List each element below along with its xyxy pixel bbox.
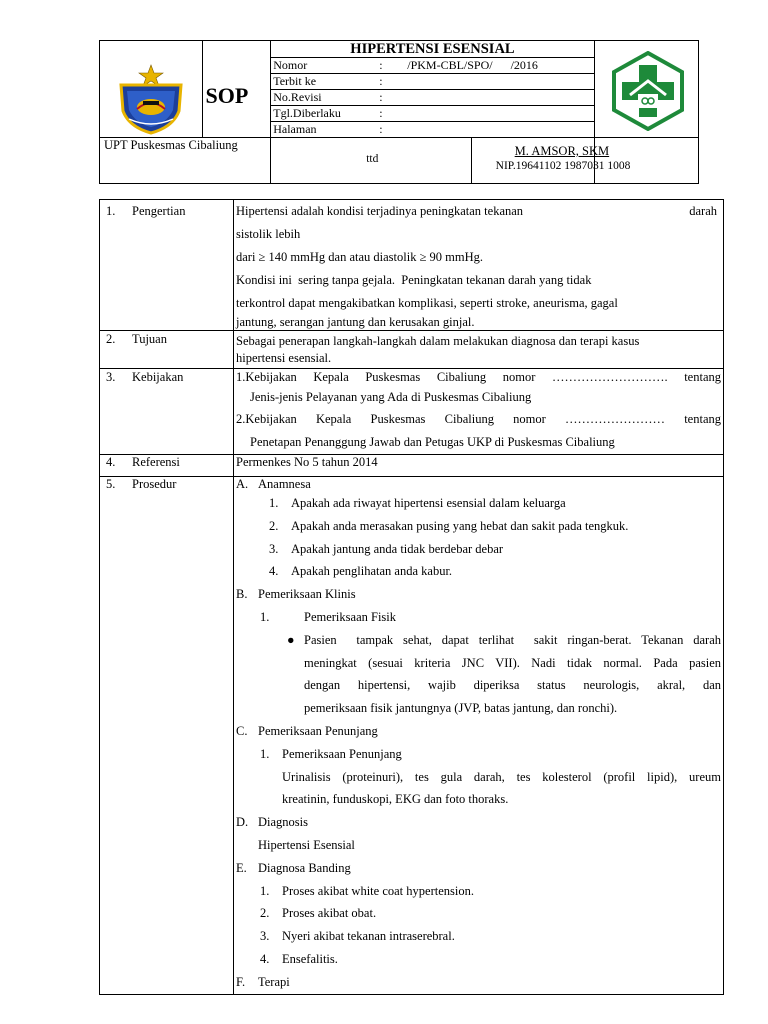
section-label-cell — [100, 331, 234, 369]
section-row-referensi — [100, 455, 724, 477]
content-line: terkontrol dapat mengakibatkan komplikasi, seperti stroke, aneurisma, gagal — [236, 296, 618, 310]
content-line: dari ≥ 140 mmHg dan atau diastolik ≥ 90 mmHg. — [236, 250, 484, 264]
content-line: Kondisi ini sering tanpa gejala. Peningkatan tekanan darah yang tidak — [236, 273, 592, 287]
paragraph-line: Urinalisis (proteinuri), tes gula darah, tes kolesterol (profil lipid), ureum — [282, 769, 721, 784]
document-title: HIPERTENSI ESENSIAL — [271, 41, 593, 58]
list-item — [236, 515, 721, 538]
list-text: Proses akibat white coat hypertension. — [282, 883, 474, 898]
content-text: darah — [689, 204, 717, 218]
list-text: Apakah ada riwayat hipertensi esensial dalam keluarga — [291, 496, 566, 510]
content-line: 2.Kebijakan Kepala Puskesmas Cibaliung nomor …………………… tentang — [236, 412, 721, 426]
list-number: 3. — [260, 929, 270, 944]
org-name: UPT Puskesmas Cibaliung — [104, 138, 238, 152]
subsection-letter: D. — [236, 815, 249, 830]
list-text: Pemeriksaan Penunjang — [282, 746, 402, 761]
subsection-letter: B. — [236, 587, 248, 602]
section-number: 2. — [106, 332, 116, 346]
bullet-line: Pasien tampak sehat, dapat terlihat sakit ringan-berat. Tekanan darah — [304, 632, 721, 647]
bullet-line: pemeriksaan fisik jantungnya (JVP, batas jantung, dan ronchi). — [304, 701, 618, 716]
list-text: Apakah penglihatan anda kabur. — [291, 564, 453, 579]
content-line: sistolik lebih — [236, 227, 301, 241]
subsection-letter: C. — [236, 723, 248, 738]
bullet-line: meningkat (sesuai kriteria JNC VII). Nadi tidak normal. Pada pasien — [304, 655, 721, 670]
signature-cell — [271, 138, 472, 183]
list-number: 1. — [260, 609, 270, 624]
subsection-letter: F. — [236, 974, 246, 989]
section-label-cell — [100, 477, 234, 995]
subsection-heading — [236, 477, 721, 492]
list-number: 2. — [260, 906, 270, 921]
section-number: 3. — [106, 370, 116, 384]
list-text: Ensefalitis. — [282, 951, 338, 966]
meta-colon: : — [379, 90, 383, 104]
signer-nip: NIP.19641102 1987031 1008 — [495, 160, 631, 172]
meta-label: No.Revisi — [273, 90, 322, 104]
meta-label: Terbit ke — [273, 74, 317, 88]
subsection-title: Anamnesa — [258, 477, 311, 491]
section-number: 4. — [106, 455, 116, 469]
list-item — [236, 925, 721, 948]
list-number: 3. — [269, 541, 279, 556]
meta-colon: : — [379, 74, 383, 88]
puskesmas-logo — [608, 51, 688, 131]
list-item — [236, 948, 721, 971]
subsection-title: Diagnosis — [258, 815, 308, 830]
section-label-cell — [100, 455, 234, 477]
list-text: Apakah anda merasakan pusing yang hebat dan sakit pada tengkuk. — [291, 518, 629, 533]
org-cell — [100, 138, 271, 184]
meta-value: /PKM-CBL/SPO/ /2016 — [407, 58, 538, 72]
meta-row-terbit — [271, 74, 593, 90]
meta-row-nomor — [271, 58, 593, 74]
section-label: Tujuan — [132, 332, 167, 346]
subsection-heading — [236, 971, 721, 994]
subsection-title: Pemeriksaan Penunjang — [258, 723, 378, 738]
regency-emblem-logo — [113, 63, 189, 135]
meta-label: Tgl.Diberlaku — [273, 106, 341, 120]
meta-colon: : — [379, 106, 383, 120]
signer-name: M. AMSOR, SKM — [514, 144, 610, 158]
section-content-cell — [234, 200, 724, 331]
list-text: Nyeri akibat tekanan intraserebral. — [282, 929, 455, 944]
meta-row-revisi — [271, 90, 593, 106]
section-label: Referensi — [132, 455, 180, 469]
section-number: 5. — [106, 477, 116, 491]
section-content-cell — [234, 455, 724, 477]
section-content-cell — [234, 477, 724, 995]
puskesmas-logo-cell — [594, 41, 698, 138]
list-text: Pemeriksaan Fisik — [304, 609, 397, 624]
sop-header-table — [99, 40, 699, 184]
sop-label-cell — [202, 41, 271, 138]
sop-content-table — [99, 199, 724, 995]
subsection-heading — [236, 583, 721, 606]
content-line: hipertensi esensial. — [236, 351, 332, 365]
section-label: Pengertian — [132, 204, 186, 218]
subsection-letter: A. — [236, 477, 249, 491]
meta-label: Nomor — [273, 58, 308, 72]
list-number: 4. — [260, 951, 270, 966]
signer-cell — [495, 138, 698, 184]
paragraph-line: kreatinin, funduskopi, EKG dan foto thoraks. — [282, 792, 509, 807]
content-line: Jenis-jenis Pelayanan yang Ada di Puskesmas Cibaliung — [250, 390, 532, 404]
subsection-heading — [236, 811, 721, 834]
section-row-pengertian — [100, 200, 724, 331]
section-row-prosedur — [100, 477, 724, 995]
meta-colon: : — [379, 122, 383, 136]
section-label-cell — [100, 200, 234, 331]
section-content-cell — [234, 331, 724, 369]
section-number: 1. — [106, 204, 116, 218]
signature-text: ttd — [366, 153, 379, 165]
list-item — [236, 560, 721, 583]
meta-row-halaman — [271, 122, 593, 137]
list-text: Proses akibat obat. — [282, 906, 377, 921]
subsection-title: Terapi — [258, 974, 290, 989]
list-number: 1. — [260, 746, 270, 761]
list-number: 1. — [269, 496, 279, 510]
section-label: Kebijakan — [132, 370, 184, 384]
subsection-heading — [236, 720, 721, 743]
section-label: Prosedur — [132, 477, 177, 491]
bullet-icon: ● — [287, 632, 295, 647]
list-item — [236, 743, 721, 766]
regency-emblem-cell — [100, 41, 203, 138]
sop-label: SOP — [205, 83, 249, 108]
subsection-heading — [236, 857, 721, 880]
bullet-paragraph — [236, 629, 721, 720]
content-line: Sebagai penerapan langkah-langkah dalam melakukan diagnosa dan terapi kasus — [236, 334, 640, 348]
content-line: 1.Kebijakan Kepala Puskesmas Cibaliung nomor ………………………. tentang — [236, 370, 721, 384]
section-row-tujuan — [100, 331, 724, 369]
list-number: 2. — [269, 518, 279, 533]
subsection-title: Diagnosa Banding — [258, 860, 351, 875]
content-text: Permenkes No 5 tahun 2014 — [236, 455, 378, 469]
content-text: Hipertensi adalah kondisi terjadinya peningkatan tekanan — [236, 204, 524, 218]
content-line: Penetapan Penanggung Jawab dan Petugas UKP di Puskesmas Cibaliung — [250, 435, 615, 449]
paragraph — [236, 766, 721, 812]
subsection-letter: E. — [236, 860, 247, 875]
meta-colon: : — [379, 58, 383, 72]
list-item — [236, 538, 721, 561]
list-text: Apakah jantung anda tidak berdebar debar — [291, 541, 504, 556]
list-number: 1. — [260, 883, 270, 898]
content-line: jantung, serangan jantung dan kerusakan ginjal. — [236, 315, 475, 329]
subsection-title: Pemeriksaan Klinis — [258, 587, 356, 602]
list-item — [236, 606, 721, 629]
section-label-cell — [100, 369, 234, 455]
meta-label: Halaman — [273, 122, 317, 136]
bullet-line: dengan hipertensi, wajib diperiksa status neurologis, akral, dan — [304, 678, 721, 693]
list-item — [236, 902, 721, 925]
meta-cell — [271, 41, 594, 138]
section-row-kebijakan — [100, 369, 724, 455]
list-item — [236, 880, 721, 903]
paragraph-line: Hipertensi Esensial — [258, 837, 355, 852]
content-line — [236, 200, 721, 223]
list-item — [236, 492, 721, 515]
section-content-cell — [234, 369, 724, 455]
list-number: 4. — [269, 564, 279, 579]
meta-row-diberlaku — [271, 106, 593, 122]
